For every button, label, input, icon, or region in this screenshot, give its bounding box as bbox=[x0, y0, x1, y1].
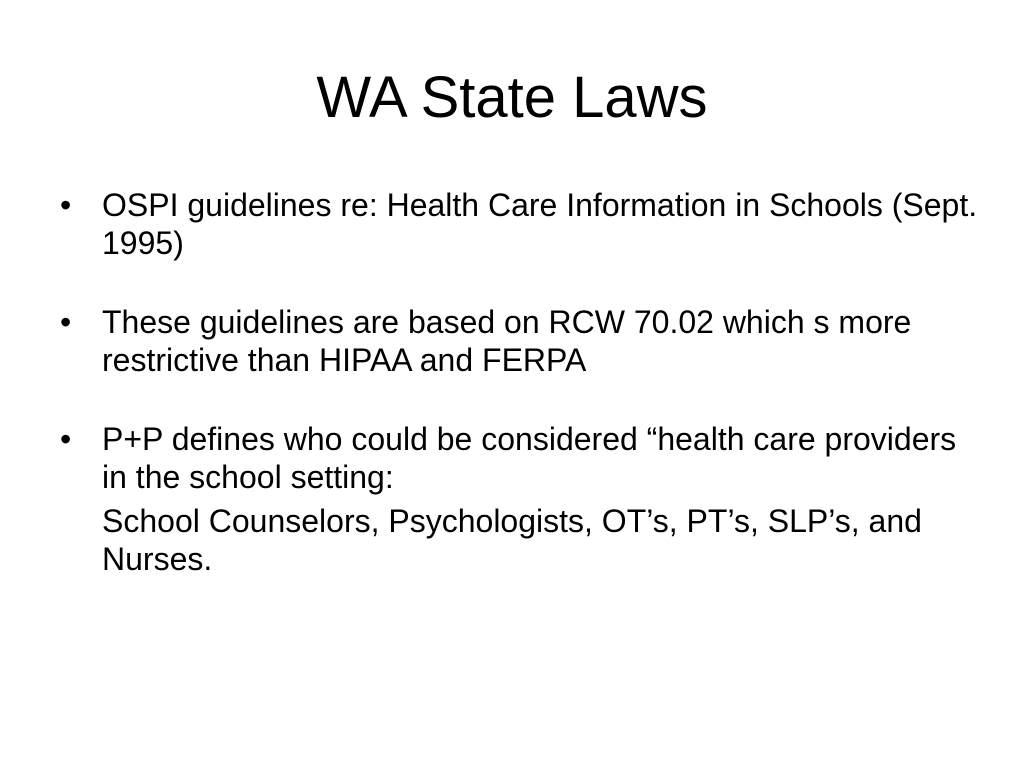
bullet-item bbox=[60, 303, 980, 379]
bullet-text: OSPI guidelines re: Health Care Information in Schools (Sept. 1995) bbox=[102, 187, 978, 261]
bullet-list bbox=[60, 186, 980, 619]
bullet-marker: • bbox=[60, 187, 72, 223]
bullet-continuation-text: School Counselors, Psychologists, OT’s, PT’s, SLP’s, and Nurses. bbox=[102, 503, 922, 577]
bullet-text: These guidelines are based on RCW 70.02 which s more restrictive than HIPAA and FERPA bbox=[102, 304, 912, 378]
bullet-text: P+P defines who could be considered “health care providers in the school setting: bbox=[102, 421, 957, 495]
bullet-item bbox=[60, 186, 980, 262]
slide-title: WA State Laws bbox=[316, 65, 708, 130]
bullet-marker: • bbox=[60, 304, 72, 340]
bullet-item bbox=[60, 420, 980, 578]
bullet-marker: • bbox=[60, 421, 72, 457]
